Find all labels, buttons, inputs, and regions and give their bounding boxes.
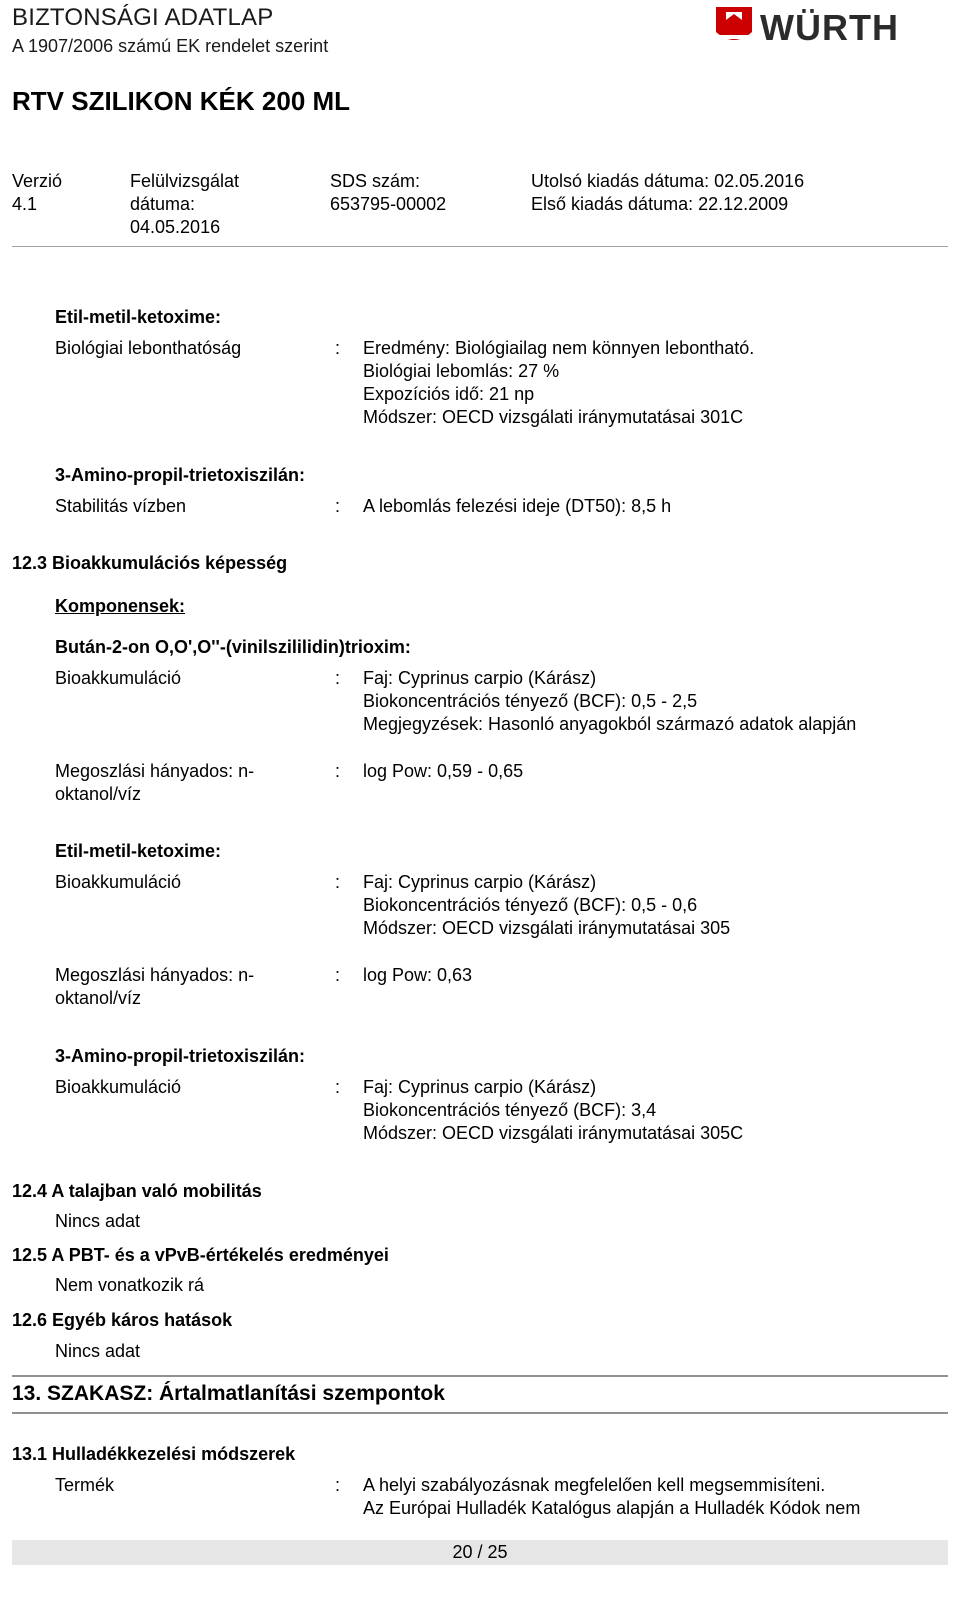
colon-separator: : (335, 668, 341, 688)
value-line: Expozíciós idő: 21 np (363, 384, 535, 404)
partition-row (55, 964, 945, 1010)
biodegradability-row (55, 337, 945, 432)
revision-block (130, 170, 239, 239)
section-13-top-rule (12, 1375, 948, 1377)
colon-separator: : (335, 965, 341, 985)
first-issue-date: Első kiadás dátuma: 22.12.2009 (531, 194, 789, 214)
value-line: A helyi szabályozásnak megfelelően kell megsemmisíteni. (363, 1475, 826, 1495)
sds-number: 653795-00002 (330, 194, 447, 214)
bioaccumulation-values (363, 667, 856, 736)
bioaccumulation-values (363, 1076, 743, 1145)
partition-label: Megoszlási hányados: n-oktanol/víz (55, 965, 255, 1008)
colon-separator: : (335, 761, 341, 781)
last-issue-date: Utolsó kiadás dátuma: 02.05.2016 (531, 171, 805, 191)
version-block (12, 170, 62, 216)
value-line: Eredmény: Biológiailag nem könnyen lebontható. (363, 338, 755, 358)
partition-value: log Pow: 0,59 - 0,65 (363, 761, 524, 781)
revision-label: Felülvizsgálat (130, 171, 240, 191)
components-label: Komponensek: (55, 596, 186, 616)
value-line: Faj: Cyprinus carpio (Kárász) (363, 668, 597, 688)
colon-separator: : (335, 872, 341, 892)
partition-value: log Pow: 0,63 (363, 965, 473, 985)
section-13-1-title: 13.1 Hulladékkezelési módszerek (12, 1444, 296, 1464)
value-line: Faj: Cyprinus carpio (Kárász) (363, 1077, 597, 1097)
substance-heading: 3-Amino-propil-trietoxiszilán: (55, 465, 306, 485)
colon-separator: : (335, 496, 341, 516)
section-12-6-title: 12.6 Egyéb káros hatások (12, 1310, 233, 1330)
brand-wordmark: WÜRTH (760, 7, 899, 48)
bioaccumulation-label: Bioakkumuláció (55, 1077, 182, 1097)
page-number: 20 / 25 (452, 1542, 508, 1562)
partition-label: Megoszlási hányados: n-oktanol/víz (55, 761, 255, 804)
bioaccumulation-label: Bioakkumuláció (55, 668, 182, 688)
version-label: Verzió (12, 171, 63, 191)
product-disposal-values (363, 1474, 860, 1520)
product-disposal-row (55, 1474, 945, 1522)
value-line: Megjegyzések: Hasonló anyagokból származó adatok alapján (363, 714, 857, 734)
revision-label-2: dátuma: (130, 194, 196, 214)
biodegradability-label: Biológiai lebonthatóság (55, 338, 242, 358)
colon-separator: : (335, 1475, 341, 1495)
stability-value: A lebomlás felezési ideje (DT50): 8,5 h (363, 496, 672, 516)
stability-label: Stabilitás vízben (55, 496, 187, 516)
section-13-title: 13. SZAKASZ: Ártalmatlanítási szempontok (12, 1382, 445, 1405)
version-value: 4.1 (12, 194, 38, 214)
header-divider (12, 246, 948, 247)
section-12-4-text: Nincs adat (55, 1211, 141, 1231)
value-line: Biokoncentrációs tényező (BCF): 0,5 - 2,5 (363, 691, 698, 711)
stability-row (55, 495, 945, 519)
section-12-3-title: 12.3 Bioakkumulációs képesség (12, 553, 288, 573)
section-12-6-text: Nincs adat (55, 1341, 141, 1361)
document-title: BIZTONSÁGI ADATLAP (12, 4, 274, 31)
partition-row (55, 760, 945, 806)
section-12-5-title: 12.5 A PBT- és a vPvB-értékelés eredményei (12, 1245, 389, 1265)
colon-separator: : (335, 1077, 341, 1097)
bioaccumulation-row (55, 667, 945, 737)
regulation-subtitle: A 1907/2006 számú EK rendelet szerint (12, 36, 329, 56)
colon-separator: : (335, 338, 341, 358)
sds-label: SDS szám: (330, 171, 421, 191)
substance-heading: Etil-metil-ketoxime: (55, 841, 222, 861)
product-label: Termék (55, 1475, 115, 1495)
bioaccumulation-row (55, 871, 945, 941)
substance-heading: 3-Amino-propil-trietoxiszilán: (55, 1046, 306, 1066)
substance-heading: Bután-2-on O,O',O''-(vinilszililidin)trioxim: (55, 637, 411, 657)
bioaccumulation-row (55, 1076, 945, 1146)
bioaccumulation-label: Bioakkumuláció (55, 872, 182, 892)
substance-heading: Etil-metil-ketoxime: (55, 307, 222, 327)
section-12-4-title: 12.4 A talajban való mobilitás (12, 1181, 262, 1201)
sds-block (330, 170, 446, 216)
product-name: RTV SZILIKON KÉK 200 ML (12, 86, 351, 116)
value-line: Biokoncentrációs tényező (BCF): 0,5 - 0,6 (363, 895, 698, 915)
bioaccumulation-values (363, 871, 730, 940)
issue-dates-block (531, 170, 804, 216)
biodegradability-values (363, 337, 754, 429)
value-line: Módszer: OECD vizsgálati iránymutatásai 301C (363, 407, 744, 427)
value-line: Faj: Cyprinus carpio (Kárász) (363, 872, 597, 892)
wurth-logo (716, 2, 946, 50)
value-line: Módszer: OECD vizsgálati iránymutatásai 305C (363, 1123, 744, 1143)
value-line: Az Európai Hulladék Katalógus alapján a Hulladék Kódok nem (363, 1498, 861, 1518)
section-13-bottom-rule (12, 1412, 948, 1414)
value-line: Biológiai lebomlás: 27 % (363, 361, 560, 381)
revision-date: 04.05.2016 (130, 217, 221, 237)
section-12-5-text: Nem vonatkozik rá (55, 1275, 205, 1295)
value-line: Biokoncentrációs tényező (BCF): 3,4 (363, 1100, 657, 1120)
value-line: Módszer: OECD vizsgálati iránymutatásai 305 (363, 918, 731, 938)
